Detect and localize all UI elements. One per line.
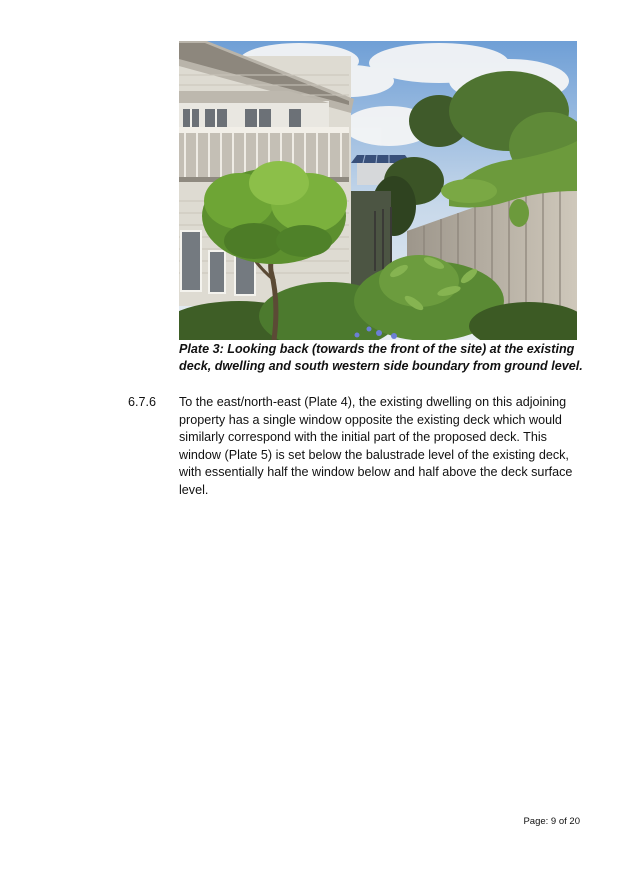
paragraph-line: window (Plate 5) is set below the balustrade level of the existing deck, <box>179 447 569 462</box>
page-number: Page: 9 of 20 <box>523 816 580 827</box>
paragraph-line: To the east/north-east (Plate 4), the existing dwelling on this adjoining <box>179 395 567 409</box>
caption-line: deck, dwelling and south western side boundary from ground level. <box>179 359 583 373</box>
paragraph-line: with essentially half the window below and half above the deck surface <box>179 465 573 480</box>
plate-3-photo <box>179 41 577 340</box>
paragraph-body <box>179 394 574 500</box>
paragraph-line: similarly correspond with the initial part of the proposed deck. This <box>179 430 547 445</box>
paragraph-line: level. <box>179 482 209 497</box>
paragraph-number: 6.7.6 <box>128 395 157 409</box>
plate-caption <box>179 341 599 375</box>
caption-line: Plate 3: Looking back (towards the front of the site) at the existing <box>179 342 575 356</box>
paragraph-line: property has a single window opposite the existing deck which would <box>179 412 562 427</box>
